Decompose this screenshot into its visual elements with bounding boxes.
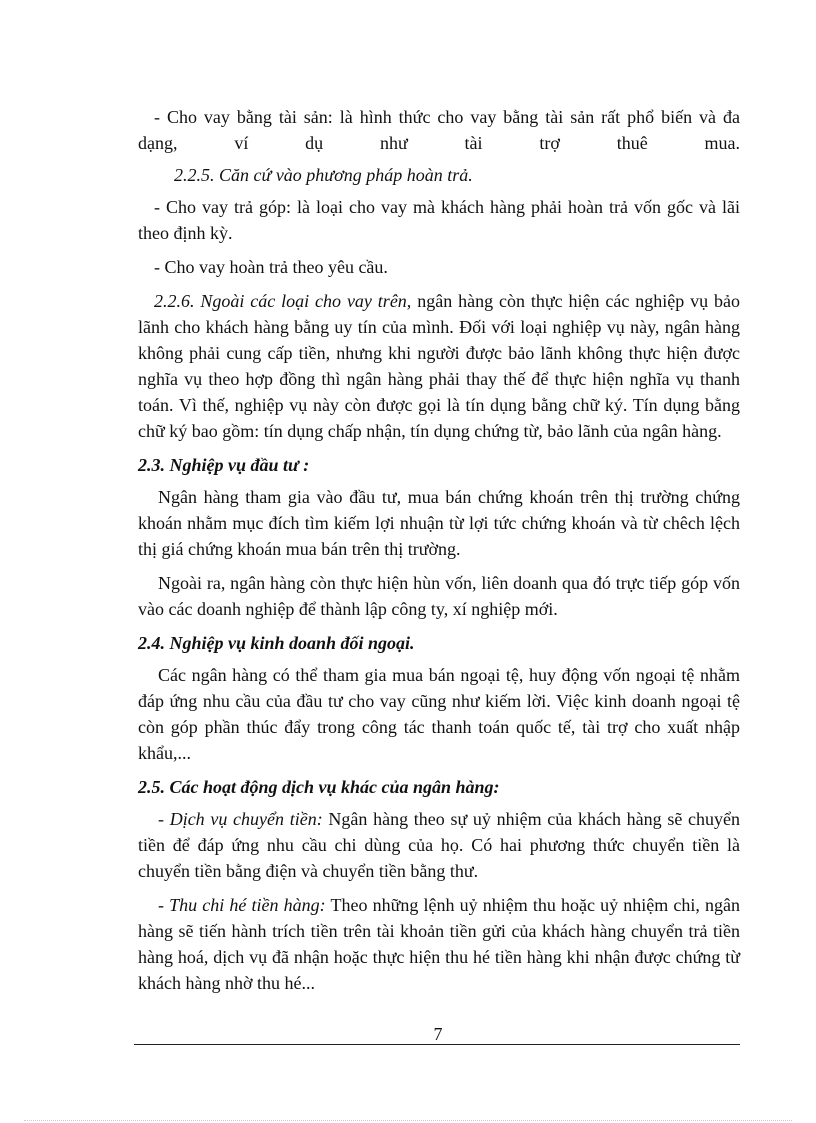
paragraph-investment-2: Ngoài ra, ngân hàng còn thực hiện hùn vốn, liên doanh qua đó trực tiếp góp vốn vào các doanh nghiệp để thành lập công ty, xí nghiệp mới.: [138, 573, 740, 619]
collection-payment-text: Theo những lệnh uỷ nhiệm thu hoặc uỷ nhiệm chi, ngân hàng sẽ tiến hành trích tiền trên tài khoản tiền gửi của khách hàng chuyển trả tiền hàng hoá, dịch vụ đã nhận hoặc thực hiện thu hé tiền hàng khi nhận được chứng từ khách hàng nhờ thu hé...: [138, 895, 740, 993]
money-transfer-label: - Dịch vụ chuyển tiền:: [158, 809, 323, 829]
document-body: [138, 104, 740, 1004]
section-heading-2-2-5: 2.2.5. Căn cứ vào phương pháp hoàn trả.: [174, 165, 473, 185]
page-number: 7: [433, 1024, 443, 1044]
paragraph-investment-1: Ngân hàng tham gia vào đầu tư, mua bán chứng khoán trên thị trường chứng khoán nhằm mục đích tìm kiếm lợi nhuận từ lợi tức chứng khoán và từ chêch lệch thị giá chứng khoán mua bán trên thị trường.: [138, 487, 740, 559]
footer-rule: [134, 1044, 740, 1045]
paragraph-guarantee-text: ngân hàng còn thực hiện các nghiệp vụ bảo lãnh cho khách hàng bằng uy tín của mình. Đối với loại nghiệp vụ này, ngân hàng không phải cung cấp tiền, nhưng khi người được bảo lãnh không thực hiện được nghĩa vụ theo hợp đồng thì ngân hàng phải thay thế để thực hiện nghĩa vụ thanh toán. Vì thế, nghiệp vụ này còn được gọi là tín dụng bằng chữ ký. Tín dụng bằng chữ ký bao gồm: tín dụng chấp nhận, tín dụng chứng từ, bảo lãnh của ngân hàng.: [138, 291, 740, 441]
paragraph-loan-by-asset-line2: dạng, ví dụ như tài trợ thuê mua.: [138, 133, 740, 153]
section-heading-2-2-6: 2.2.6. Ngoài các loại cho vay trên,: [154, 291, 412, 311]
paragraph-money-transfer: [138, 806, 740, 884]
money-transfer-text: Ngân hàng theo sự uỷ nhiệm của khách hàng sẽ chuyển tiền để đáp ứng nhu cầu chi dùng của họ. Có hai phương thức chuyển tiền là chuyển tiền bằng điện và chuyển tiền bằng thư.: [138, 809, 741, 881]
page-bottom-border: [24, 1120, 792, 1121]
paragraph-on-demand-loan: - Cho vay hoàn trả theo yêu cầu.: [154, 257, 388, 277]
paragraph-guarantee: [138, 288, 740, 444]
section-heading-2-4: 2.4. Nghiệp vụ kinh doanh đối ngoại.: [138, 633, 415, 653]
section-heading-2-5: 2.5. Các hoạt động dịch vụ khác của ngân hàng:: [138, 777, 500, 797]
collection-payment-label: - Thu chi hé tiền hàng:: [158, 895, 326, 915]
paragraph-loan-by-asset-line1: - Cho vay bằng tài sản: là hình thức cho vay bằng tài sản rất phổ biến và đa: [154, 107, 740, 127]
section-heading-2-3: 2.3. Nghiệp vụ đầu tư :: [138, 455, 310, 475]
paragraph-installment-loan: - Cho vay trả góp: là loại cho vay mà khách hàng phải hoàn trả vốn gốc và lãi theo định kỳ.: [138, 197, 740, 243]
paragraph-collection-payment: [138, 892, 740, 996]
paragraph-foreign-exchange: Các ngân hàng có thể tham gia mua bán ngoại tệ, huy động vốn ngoại tệ nhằm đáp ứng nhu cầu của đầu tư cho vay cũng như kiếm lời. Việc kinh doanh ngoại tệ còn góp phần thúc đẩy trong công tác thanh toán quốc tế, tài trợ cho xuất nhập khẩu,...: [138, 665, 740, 763]
